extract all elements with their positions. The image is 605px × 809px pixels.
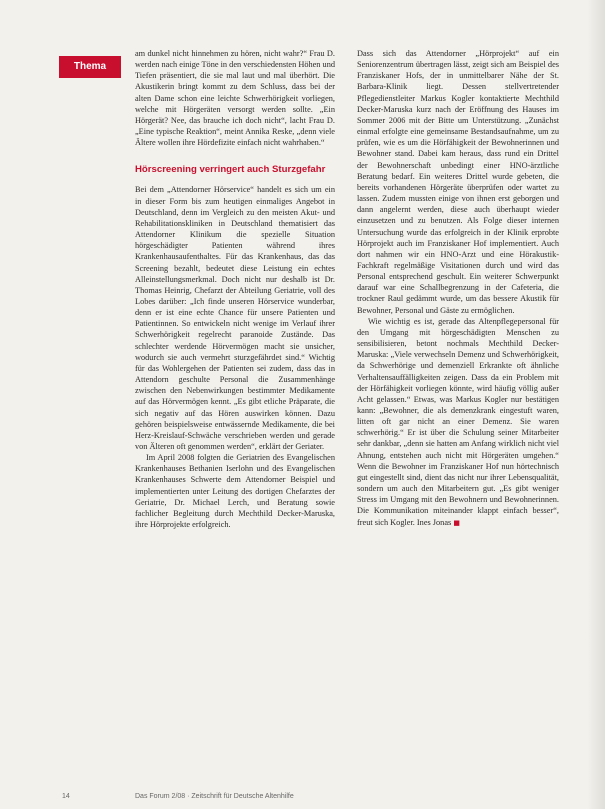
right-column: [357, 48, 559, 529]
body-paragraph: Bei dem „Attendorner Hörservice“ handelt es sich um ein in dieser Form bis zum heutigen einmaliges Angebot in Deutschland, denn im Vergleich zu den meisten Akut- und Rehabilitationskliniken in Deutschland thematisiert das Attendorner Klinikum die spezielle Situation hörgeschädigter Patienten während ihres Krankenhausaufenthaltes. Für das Krankenhaus, das das Screening bezahlt, bedeutet diese Leistung ein echtes Alleinstellungsmerkmal. Doch nicht nur deshalb ist Dr. Thomas Heinrig, Chefarzt der Abteilung Geriatrie, voll des Lobes darüber: „Ich finde unseren Hörservice wunderbar, denn er ist eine echte Chance für unsere Patienten und Patientinnen. So entwickeln nicht wenige im Verlauf ihrer Schwerhörigkeit regelrecht paranoide Zustände. Das schlechter werdende Hörvermögen macht sie unsicher, wodurch sie auch vermehrt sturzgefährdet sind.“ Wichtig für das Wohlergehen der Patienten sei zudem, dass das in Attendorn geschulte Personal die Zusammenhänge zwischen den Nebenwirkungen bestimmter Medikamente auf das Hörvermögen kennt. „Es gibt etliche Präparate, die sich negativ auf das Hören auswirken können. Dazu gehören beispielsweise entwässernde Medikamente, die bei Herz-Kreislauf-Schwäche verschrieben werden und gerade von Älteren oft genommen werden“, erklärt der Geriater.: [135, 185, 335, 451]
body-paragraph: Im April 2008 folgten die Geriatrien des Evangelischen Krankenhauses Bethanien Iserlohn und des Evangelischen Krankenhauses Schwerte dem Attendorner Beispiel und implementierten unter Leitung des dortigen Chefarztes der Geriatrie, Dr. Michael Lerch, und Beratung sowie fachlicher Begleitung durch Mechthild Decker-Maruska, ihre Hörprojekte erfolgreich.: [135, 453, 335, 530]
closing-text: Wie wichtig es ist, gerade das Altenpflegepersonal für den Umgang mit hörgeschädigten Menschen zu sensibilisieren, betont nochmals Mechthild Decker-Maruska: „Viele verwechseln Demenz und Schwerhörigkeit, da Schwerhörige und demenziell Erkrankte oft ähnliche Verhaltensauffälligkeiten zeigen. Dass da ein Problem mit der Hörfähigkeit vorliegen könnte, wird häufig völlig außer Acht gelassen.“ Etwas, was Markus Kogler nur bestätigen kann: „Bewohner, die als demenzkrank eingestuft waren, litten oft gar nicht an einer Demenz. Sie waren schwerhörig.“ Er ist über die Schulung seiner Mitarbeiter sehr dankbar, „denn sie hatten am Anfang wirklich nicht viel Ahnung, entstehen auch nicht mit Hörgeräten umgehen.“ Wenn die Bewohner im Franziskaner Hof nun hörtechnisch gut eingestellt sind, dient das nicht nur ihrer Lebensqualität, sondern um auch den Mitarbeitern gut. „Es gibt weniger Stress im Umgang mit den Bewohnern und Bewohnerinnen. Die Kommunikation miteinander klappt einfach besser“, freut sich Kogler. Ines Jonas: [357, 316, 559, 527]
intro-paragraph: am dunkel nicht hinnehmen zu hören, nicht wahr?“ Frau D. werden nach einige Töne in den verschiedensten Höhen und Tiefen präsentiert, die sie mal laut und mal überhört. Die Akustikerin bringt kommt zu dem Schluss, dass bei der alten Dame schon eine leichte Schwerhörigkeit vorliegen, welche mit Hörgeräten versorgt werden sollte. „Ein Hörgerät? Nee, das brauche ich doch nicht“, lacht Frau D. „Eine typische Reaktion“, meint Annika Reske, „denn viele Ältere wollen ihre Hördefizite einfach nicht wahrhaben.“: [135, 49, 335, 148]
body-paragraph: Dass sich das Attendorner „Hörprojekt“ auf ein Seniorenzentrum übertragen lässt, zeigt sich am Beispiel des Franziskaner Hofs, der in unmittelbarer Nähe der St. Barbara-Klinik liegt. Dessen stellvertretender Pflegedienstleiter Markus Kogler kontaktierte Mechthild Decker-Maruska kurz nach der Eröffnung des Hauses im Sommer 2006 mit der Bitte um Unterstützung. „Zunächst einmal erfolgte eine gemeinsame Bestandsaufnahme, um zu prüfen, wie es um die Hörfähigkeit der Bewohnerinnen und Bewohner stand. Dabei kam heraus, dass rund ein Drittel der Bewohnerschaft unbedingt einer HNO-ärztliche Beratung bedarf. Ein weiteres Drittel wurde gebeten, die bereits vorhandenen Hörgeräte überprüfen oder wartet zu lassen. Zudem mussten einige von ihnen erst geborgen und dann angelernt werden, diese auch überhaupt wieder einzusetzen und zu benutzen. Als Folge dieser internen Untersuchung wurde das erfolgreich in der Klinik erprobte Hörprojekt auch im Franziskaner Hof implementiert. Auch dort nahmen wir ein HNO-Arzt und eine Hörakustik-Fachkraft regelmäßige Visitationen durch und wird das Personal entsprechend geschult. Ein weiterer Schwerpunkt darauf war eine Schallbegrenzung in der Cafeteria, die trockner Raul gedämmt wurde, um das bessere Akustik für Bewohner, Personal und Gäste zu ermöglichen.: [357, 49, 559, 315]
section-tag: Thema: [59, 56, 121, 78]
scan-edge-shadow: [587, 0, 605, 809]
end-of-article-mark: ■: [453, 518, 460, 527]
body-paragraph: [357, 316, 559, 529]
section-subheading: Hörscreening verringert auch Sturzgefahr: [135, 164, 326, 176]
page-number: 14: [62, 793, 70, 800]
left-column: [135, 48, 335, 530]
footer-source: Das Forum 2/08 · Zeitschrift für Deutsche Altenhilfe: [135, 793, 294, 800]
